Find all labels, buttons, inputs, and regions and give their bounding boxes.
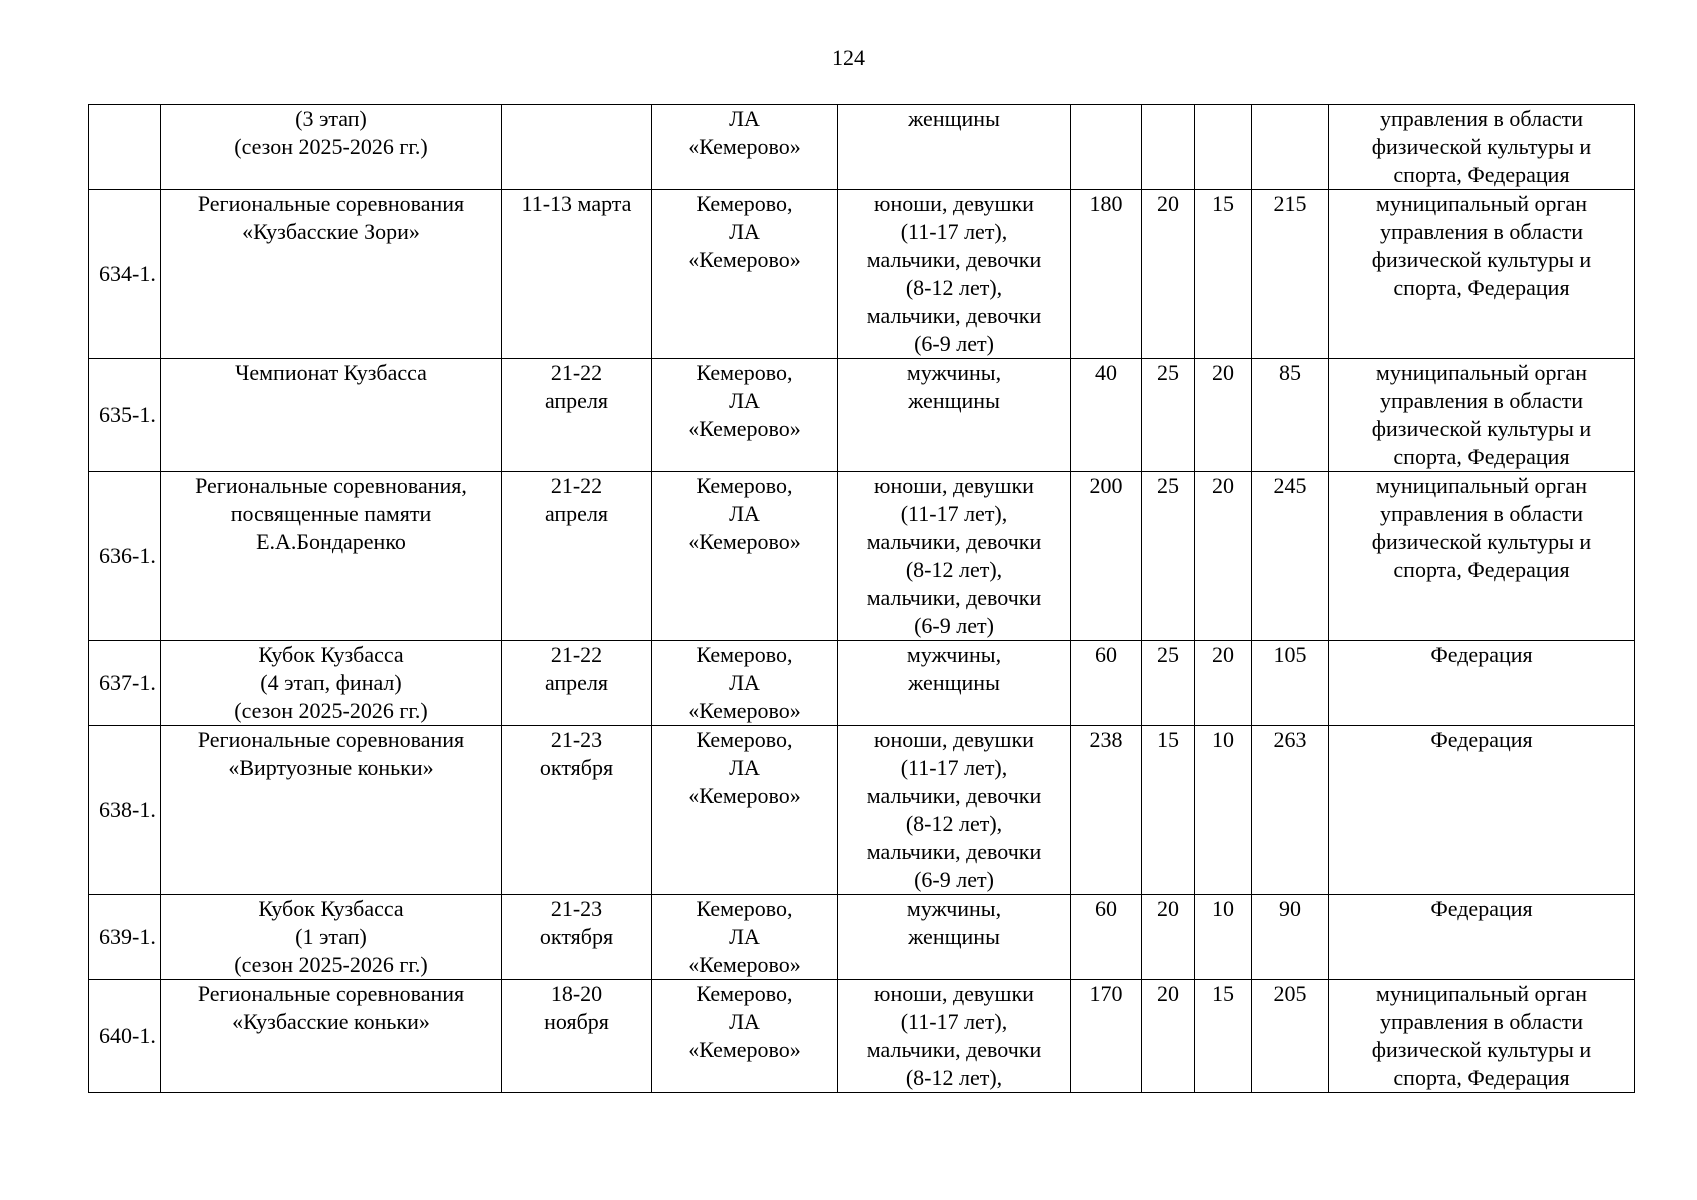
place-cell-line: ЛА: [729, 219, 760, 244]
event-cell-line: (сезон 2025-2026 гг.): [234, 134, 428, 159]
event-cell-line: Региональные соревнования: [197, 727, 465, 752]
participants-cell: [838, 190, 1071, 359]
dates-cell-line: 21-22: [550, 360, 603, 385]
place-cell-line: Кемерово,: [696, 642, 793, 667]
place-cell-line: ЛА: [729, 755, 760, 780]
organizer-cell-line: управления в области: [1380, 106, 1583, 131]
row-number-cell: 640-1.: [89, 980, 161, 1093]
participants-cell-line: юноши, девушки: [874, 191, 1034, 216]
total-count-cell: 245: [1252, 472, 1329, 641]
row-number-cell: 637-1.: [89, 641, 161, 726]
event-cell-line: Чемпионат Кузбасса: [235, 360, 427, 385]
organizer-cell-line: Федерация: [1430, 727, 1533, 752]
organizer-cell: [1329, 726, 1635, 895]
count-cell-c3: 15: [1195, 190, 1252, 359]
event-cell: [161, 895, 502, 980]
place-cell-line: ЛА: [729, 501, 760, 526]
place-cell-line: Кемерово,: [696, 896, 793, 921]
count-cell-c2: 15: [1142, 726, 1195, 895]
event-cell: [161, 726, 502, 895]
total-count-cell: 105: [1252, 641, 1329, 726]
count-cell-c2: [1142, 105, 1195, 190]
dates-cell: [502, 980, 652, 1093]
events-table: [88, 104, 1635, 1093]
table-row: [89, 190, 1635, 359]
dates-cell-line: 21-22: [550, 642, 603, 667]
organizer-cell: [1329, 641, 1635, 726]
count-cell-c2: 25: [1142, 359, 1195, 472]
dates-cell: [502, 190, 652, 359]
participants-cell-line: (6-9 лет): [914, 613, 994, 638]
dates-cell-line: 11-13 марта: [521, 191, 632, 216]
organizer-cell-line: физической культуры и: [1371, 134, 1592, 159]
event-cell: [161, 472, 502, 641]
event-cell-line: (4 этап, финал): [260, 670, 402, 695]
table-row: [89, 641, 1635, 726]
place-cell-line: «Кемерово»: [688, 698, 801, 723]
count-cell-c3: 20: [1195, 359, 1252, 472]
organizer-cell-line: муниципальный орган: [1375, 191, 1588, 216]
count-cell-c3: 15: [1195, 980, 1252, 1093]
count-cell-c1: 180: [1071, 190, 1142, 359]
dates-cell-line: апреля: [544, 501, 609, 526]
place-cell: [652, 641, 838, 726]
place-cell-line: «Кемерово»: [688, 416, 801, 441]
organizer-cell: [1329, 190, 1635, 359]
place-cell-line: «Кемерово»: [688, 529, 801, 554]
event-cell: [161, 190, 502, 359]
event-cell-line: Региональные соревнования: [197, 191, 465, 216]
organizer-cell: [1329, 359, 1635, 472]
participants-cell-line: женщины: [908, 388, 1000, 413]
organizer-cell: [1329, 980, 1635, 1093]
place-cell-line: Кемерово,: [696, 360, 793, 385]
participants-cell-line: мальчики, девочки: [866, 529, 1042, 554]
event-cell-line: Е.А.Бондаренко: [256, 529, 406, 554]
count-cell-c3: 20: [1195, 641, 1252, 726]
count-cell-c3: 20: [1195, 472, 1252, 641]
count-cell-c1: 60: [1071, 895, 1142, 980]
organizer-cell-line: физической культуры и: [1371, 416, 1592, 441]
participants-cell: [838, 726, 1071, 895]
row-number-cell: 634-1.: [89, 190, 161, 359]
table-row: [89, 359, 1635, 472]
organizer-cell-line: управления в области: [1380, 388, 1583, 413]
dates-cell: [502, 895, 652, 980]
participants-cell-line: мужчины,: [906, 642, 1002, 667]
table-row: [89, 726, 1635, 895]
event-cell: [161, 359, 502, 472]
dates-cell-line: 21-22: [550, 473, 603, 498]
total-count-cell: 85: [1252, 359, 1329, 472]
row-number-cell: 638-1.: [89, 726, 161, 895]
participants-cell-line: женщины: [908, 670, 1000, 695]
event-cell-line: Региональные соревнования: [197, 981, 465, 1006]
place-cell-line: ЛА: [729, 670, 760, 695]
organizer-cell-line: спорта, Федерация: [1393, 557, 1570, 582]
place-cell-line: ЛА: [729, 106, 760, 131]
participants-cell-line: мальчики, девочки: [866, 839, 1042, 864]
dates-cell: [502, 641, 652, 726]
participants-cell-line: (8-12 лет),: [905, 557, 1003, 582]
event-cell-line: «Виртуозные коньки»: [228, 755, 434, 780]
place-cell-line: «Кемерово»: [688, 134, 801, 159]
organizer-cell-line: управления в области: [1380, 219, 1583, 244]
table-row: [89, 980, 1635, 1093]
total-count-cell: 263: [1252, 726, 1329, 895]
place-cell-line: Кемерово,: [696, 727, 793, 752]
participants-cell-line: мальчики, девочки: [866, 303, 1042, 328]
event-cell: [161, 105, 502, 190]
participants-cell-line: (8-12 лет),: [905, 275, 1003, 300]
participants-cell: [838, 472, 1071, 641]
event-cell-line: (сезон 2025-2026 гг.): [234, 952, 428, 977]
place-cell: [652, 359, 838, 472]
dates-cell-line: ноября: [544, 1009, 609, 1034]
organizer-cell-line: спорта, Федерация: [1393, 275, 1570, 300]
organizer-cell-line: физической культуры и: [1371, 529, 1592, 554]
page-number: 124: [832, 45, 865, 70]
place-cell: [652, 105, 838, 190]
event-cell-line: Региональные соревнования,: [195, 473, 467, 498]
count-cell-c1: 238: [1071, 726, 1142, 895]
organizer-cell-line: Федерация: [1430, 896, 1533, 921]
organizer-cell-line: спорта, Федерация: [1393, 444, 1570, 469]
participants-cell: [838, 359, 1071, 472]
total-count-cell: 90: [1252, 895, 1329, 980]
event-cell-line: посвященные памяти: [230, 501, 432, 526]
organizer-cell-line: муниципальный орган: [1375, 473, 1588, 498]
count-cell-c2: 20: [1142, 895, 1195, 980]
participants-cell-line: (11-17 лет),: [900, 755, 1008, 780]
participants-cell-line: мальчики, девочки: [866, 783, 1042, 808]
table-row: [89, 472, 1635, 641]
participants-cell-line: (11-17 лет),: [900, 1009, 1008, 1034]
dates-cell: [502, 105, 652, 190]
dates-cell-line: октября: [539, 924, 614, 949]
count-cell-c2: 20: [1142, 980, 1195, 1093]
organizer-cell: [1329, 895, 1635, 980]
event-cell-line: (3 этап): [295, 106, 367, 131]
participants-cell-line: (11-17 лет),: [900, 501, 1008, 526]
organizer-cell-line: управления в области: [1380, 501, 1583, 526]
organizer-cell-line: спорта, Федерация: [1393, 162, 1570, 187]
event-cell-line: (сезон 2025-2026 гг.): [234, 698, 428, 723]
place-cell-line: «Кемерово»: [688, 952, 801, 977]
participants-cell-line: (6-9 лет): [914, 331, 994, 356]
event-cell-line: «Кузбасские коньки»: [232, 1009, 430, 1034]
participants-cell-line: мальчики, девочки: [866, 247, 1042, 272]
row-number-cell: 635-1.: [89, 359, 161, 472]
place-cell-line: ЛА: [729, 924, 760, 949]
participants-cell-line: юноши, девушки: [874, 981, 1034, 1006]
count-cell-c3: [1195, 105, 1252, 190]
row-number-cell: 636-1.: [89, 472, 161, 641]
participants-cell-line: (8-12 лет),: [905, 1065, 1003, 1090]
participants-cell-line: (8-12 лет),: [905, 811, 1003, 836]
event-cell: [161, 980, 502, 1093]
participants-cell: [838, 980, 1071, 1093]
place-cell: [652, 895, 838, 980]
participants-cell-line: женщины: [908, 106, 1000, 131]
count-cell-c3: 10: [1195, 895, 1252, 980]
place-cell-line: «Кемерово»: [688, 1037, 801, 1062]
dates-cell-line: апреля: [544, 388, 609, 413]
event-cell-line: Кубок Кузбасса: [258, 896, 404, 921]
participants-cell-line: юноши, девушки: [874, 727, 1034, 752]
place-cell-line: Кемерово,: [696, 191, 793, 216]
organizer-cell-line: муниципальный орган: [1375, 981, 1588, 1006]
count-cell-c2: 25: [1142, 641, 1195, 726]
dates-cell: [502, 726, 652, 895]
total-count-cell: [1252, 105, 1329, 190]
organizer-cell: [1329, 472, 1635, 641]
place-cell-line: «Кемерово»: [688, 247, 801, 272]
place-cell-line: ЛА: [729, 388, 760, 413]
participants-cell: [838, 105, 1071, 190]
total-count-cell: 205: [1252, 980, 1329, 1093]
participants-cell-line: мужчины,: [906, 896, 1002, 921]
participants-cell: [838, 895, 1071, 980]
participants-cell-line: женщины: [908, 924, 1000, 949]
organizer-cell-line: спорта, Федерация: [1393, 1065, 1570, 1090]
event-cell-line: «Кузбасские Зори»: [242, 219, 420, 244]
participants-cell-line: мальчики, девочки: [866, 585, 1042, 610]
participants-cell-line: юноши, девушки: [874, 473, 1034, 498]
participants-cell-line: мальчики, девочки: [866, 1037, 1042, 1062]
dates-cell-line: 21-23: [550, 727, 603, 752]
count-cell-c1: 60: [1071, 641, 1142, 726]
participants-cell: [838, 641, 1071, 726]
row-number-cell: [89, 105, 161, 190]
table-row: [89, 895, 1635, 980]
place-cell-line: ЛА: [729, 1009, 760, 1034]
participants-cell-line: (6-9 лет): [914, 867, 994, 892]
table-row: [89, 105, 1635, 190]
count-cell-c2: 20: [1142, 190, 1195, 359]
count-cell-c1: 200: [1071, 472, 1142, 641]
dates-cell-line: 18-20: [550, 981, 603, 1006]
dates-cell: [502, 472, 652, 641]
organizer-cell-line: управления в области: [1380, 1009, 1583, 1034]
organizer-cell-line: физической культуры и: [1371, 1037, 1592, 1062]
organizer-cell-line: Федерация: [1430, 642, 1533, 667]
place-cell: [652, 980, 838, 1093]
event-cell-line: Кубок Кузбасса: [258, 642, 404, 667]
organizer-cell-line: физической культуры и: [1371, 247, 1592, 272]
place-cell-line: «Кемерово»: [688, 783, 801, 808]
event-cell: [161, 641, 502, 726]
dates-cell-line: октября: [539, 755, 614, 780]
place-cell: [652, 190, 838, 359]
count-cell-c2: 25: [1142, 472, 1195, 641]
event-cell-line: (1 этап): [295, 924, 367, 949]
place-cell-line: Кемерово,: [696, 473, 793, 498]
place-cell: [652, 726, 838, 895]
organizer-cell-line: муниципальный орган: [1375, 360, 1588, 385]
count-cell-c1: 40: [1071, 359, 1142, 472]
count-cell-c1: [1071, 105, 1142, 190]
place-cell-line: Кемерово,: [696, 981, 793, 1006]
organizer-cell: [1329, 105, 1635, 190]
count-cell-c3: 10: [1195, 726, 1252, 895]
participants-cell-line: мужчины,: [906, 360, 1002, 385]
dates-cell-line: апреля: [544, 670, 609, 695]
total-count-cell: 215: [1252, 190, 1329, 359]
dates-cell: [502, 359, 652, 472]
dates-cell-line: 21-23: [550, 896, 603, 921]
row-number-cell: 639-1.: [89, 895, 161, 980]
count-cell-c1: 170: [1071, 980, 1142, 1093]
place-cell: [652, 472, 838, 641]
participants-cell-line: (11-17 лет),: [900, 219, 1008, 244]
